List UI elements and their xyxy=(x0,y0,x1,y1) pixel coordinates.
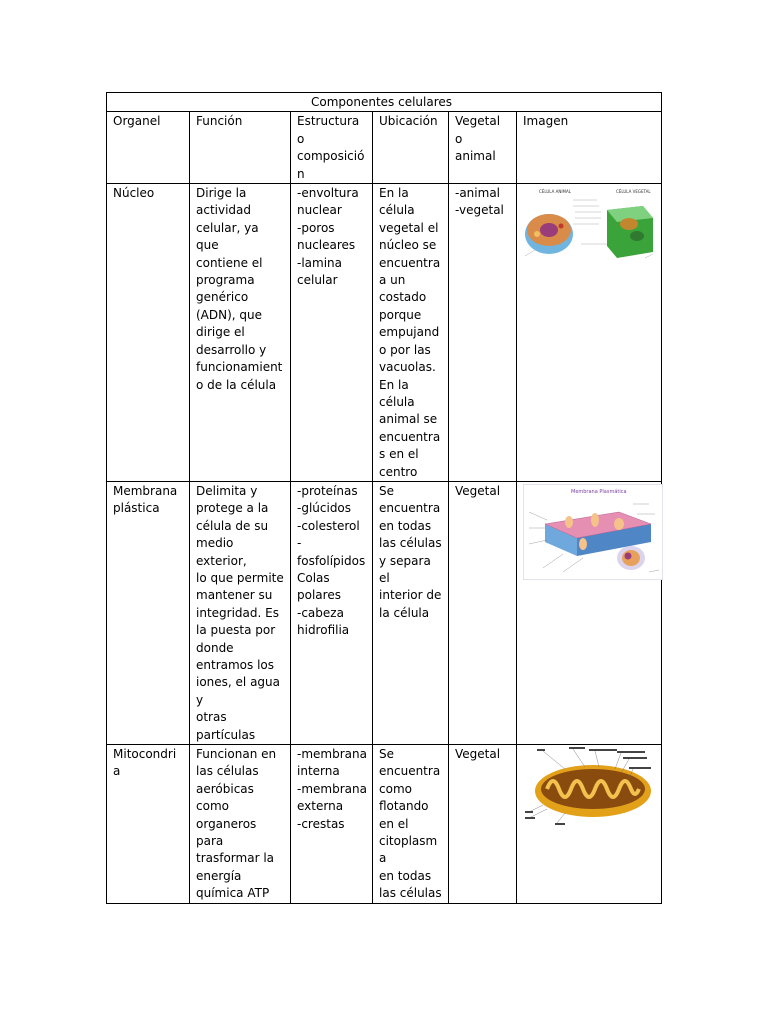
cell-organel: Mitocondri a xyxy=(107,745,190,904)
cell-organel: Membrana plástica xyxy=(107,481,190,744)
cell-tipo: Vegetal xyxy=(449,745,517,904)
cell-funcion: Funcionan en las células aeróbicas como organeros para trasformar la energía química ATP xyxy=(190,745,291,904)
membrane-diagram-title: Membrana Plasmática xyxy=(571,488,627,495)
cell-funcion: Delimita y protege a la célula de su medio exterior, lo que permite mantener su integridad. Es la puesta por donde entramos los iones, el agua y otras partículas xyxy=(190,481,291,744)
header-estructura: Estructura o composició n xyxy=(291,112,373,184)
cell-tipo: Vegetal xyxy=(449,481,517,744)
cell-illustration-image xyxy=(523,484,663,580)
cell-estructura: -membrana interna -membrana externa -crestas xyxy=(291,745,373,904)
cell-imagen xyxy=(517,745,662,904)
cell-ubicacion: Se encuentra en todas las células y separa el interior de la célula xyxy=(373,481,449,744)
cell-illustration-image xyxy=(521,186,661,264)
cell-components-table xyxy=(106,92,662,904)
header-organel: Organel xyxy=(107,112,190,184)
cell-estructura: -envoltura nuclear -poros nucleares -lamina celular xyxy=(291,184,373,482)
table-row xyxy=(107,481,662,744)
table-row xyxy=(107,745,662,904)
header-vegetal-animal: Vegetal o animal xyxy=(449,112,517,184)
table-row xyxy=(107,184,662,482)
cell-organel: Núcleo xyxy=(107,184,190,482)
header-ubicacion: Ubicación xyxy=(373,112,449,184)
cell-estructura: -proteínas -glúcidos -colesterol - fosfolípidos Colas polares -cabeza hidrofilia xyxy=(291,481,373,744)
animal-cell-label: CÉLULA ANIMAL xyxy=(539,189,571,195)
mitochondria-illustration-image xyxy=(525,747,661,827)
cell-imagen xyxy=(517,481,662,744)
cell-ubicacion: En la célula vegetal el núcleo se encuentra a un costado porque empujand o por las vacuolas. En la célula animal se encuentra s en el centro xyxy=(373,184,449,482)
plant-cell-label: CÉLULA VEGETAL xyxy=(616,189,651,195)
cell-tipo: -animal -vegetal xyxy=(449,184,517,482)
header-funcion: Función xyxy=(190,112,291,184)
cell-imagen xyxy=(517,184,662,482)
table-title: Componentes celulares xyxy=(107,93,662,112)
cell-ubicacion: Se encuentra como flotando en el citoplasma en todas las células xyxy=(373,745,449,904)
header-imagen: Imagen xyxy=(517,112,662,184)
cell-funcion: Dirige la actividad celular, ya que contiene el programa genérico (ADN), que dirige el desarrollo y funcionamient o de la célula xyxy=(190,184,291,482)
